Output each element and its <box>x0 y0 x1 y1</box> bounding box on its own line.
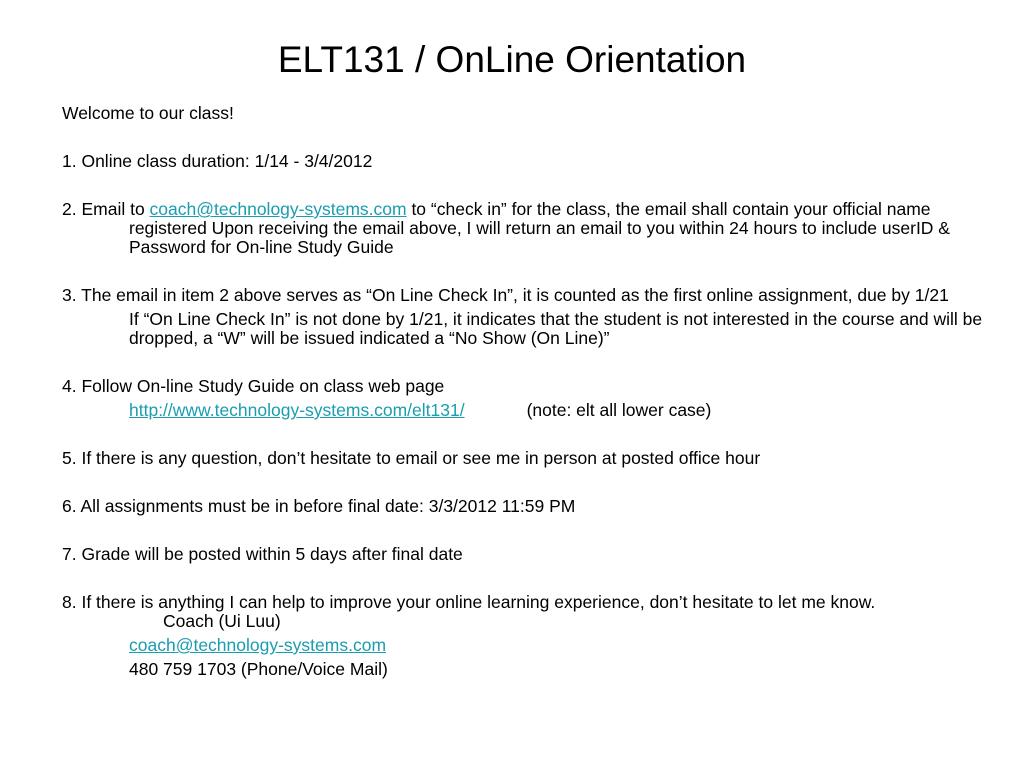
signature-email-line <box>62 636 1002 655</box>
class-web-page-link[interactable]: http://www.technology-systems.com/elt131/ <box>129 400 465 420</box>
item-7: 7. Grade will be posted within 5 days after final date <box>62 544 463 564</box>
item-2-email-link[interactable]: coach@technology-systems.com <box>149 199 407 219</box>
item-3: 3. The email in item 2 above serves as “On Line Check In”, it is counted as the first online assignment, due by 1/21 <box>62 285 949 305</box>
item-4-note: (note: elt all lower case) <box>526 400 712 420</box>
item-8: 8. If there is anything I can help to improve your online learning experience, don’t hesitate to let me know. <box>62 592 876 612</box>
item-2 <box>62 200 1002 257</box>
welcome-text: Welcome to our class! <box>62 103 234 123</box>
item-4: 4. Follow On-line Study Guide on class web page <box>62 376 445 396</box>
item-2-suffix: to “check in” for the class, the email shall contain your official name registered Upon receiving the email above, I will return an email to you within 24 hours to include userID & Password for On-line Study Guide <box>129 199 950 257</box>
item-1: 1. Online class duration: 1/14 - 3/4/2012 <box>62 151 373 171</box>
item-6: 6. All assignments must be in before final date: 3/3/2012 11:59 PM <box>62 496 576 516</box>
item-3-subtext: If “On Line Check In” is not done by 1/21, it indicates that the student is not interested in the course and will be dropped, a “W” will be issued indicated a “No Show (On Line)” <box>129 309 983 348</box>
item-5: 5. If there is any question, don’t hesitate to email or see me in person at posted office hour <box>62 448 761 468</box>
item-2-prefix: 2. Email to <box>62 199 150 219</box>
signature-name: Coach (Ui Luu) <box>163 611 281 631</box>
signature-email-link[interactable]: coach@technology-systems.com <box>129 635 387 655</box>
item-4-link-line <box>62 401 1002 420</box>
slide-title: ELT131 / OnLine Orientation <box>277 39 747 80</box>
slide-body <box>62 104 1002 679</box>
signature-phone: 480 759 1703 (Phone/Voice Mail) <box>129 659 388 679</box>
